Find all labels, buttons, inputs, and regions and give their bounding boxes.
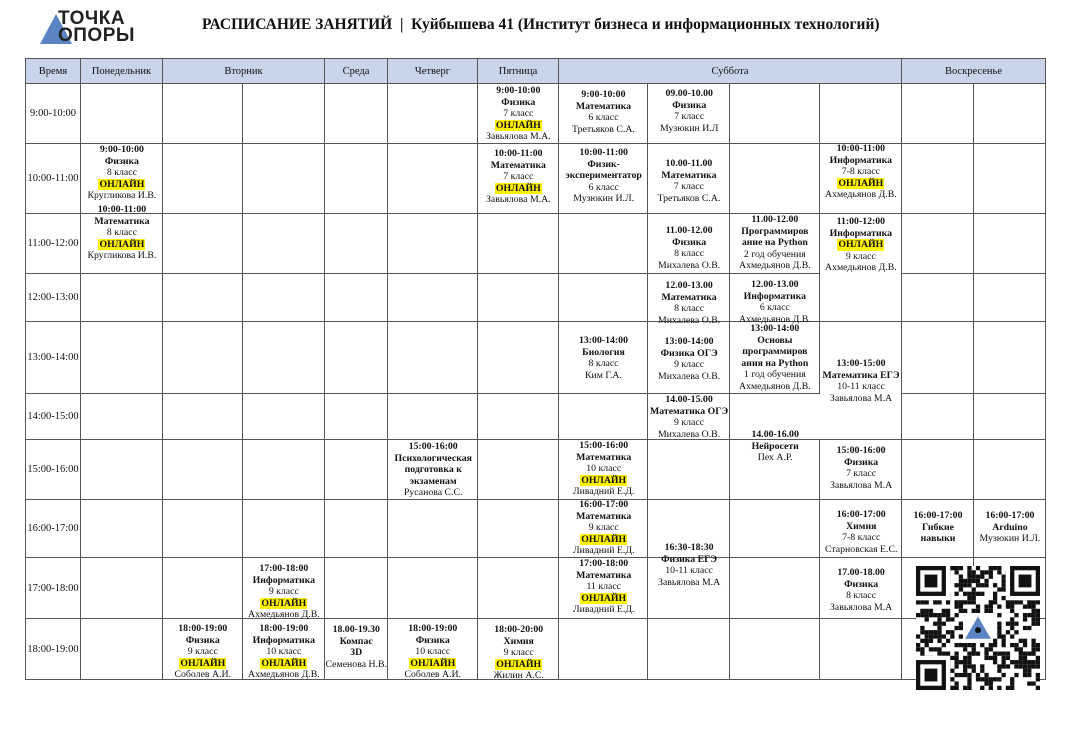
lesson-teacher: Кругликова И.В.: [87, 190, 157, 201]
lesson-entry: [739, 323, 811, 392]
lesson-grade: 7-8 класс: [841, 166, 880, 177]
lesson-subject: Математика: [94, 215, 150, 227]
lesson-teacher: Музюкин И.Л.: [573, 193, 635, 204]
day-header: Пятница: [477, 58, 559, 84]
lesson-subject: Гибкие: [921, 521, 955, 533]
lesson-time: 16:30-18:30: [664, 542, 714, 553]
lesson-subject: Информатика: [829, 227, 893, 239]
table-cell: [558, 213, 648, 274]
lesson-entry: [486, 148, 551, 206]
lesson-entry: [823, 358, 900, 404]
table-cell: [242, 499, 325, 558]
lesson-entry: [752, 429, 799, 464]
lesson-entry: [739, 214, 811, 272]
online-badge: ОНЛАЙН: [581, 474, 627, 486]
day-header: Понедельник: [80, 58, 163, 84]
lesson-grade: 6 класс: [588, 112, 619, 123]
lesson-subject: Математика: [576, 451, 632, 463]
lesson-subject: ания на Python: [741, 357, 809, 369]
table-cell: [162, 499, 243, 558]
lesson-time: 10:00-11:00: [97, 204, 147, 215]
table-cell: [80, 321, 163, 394]
lesson-entry: [579, 335, 628, 381]
table-cell: [80, 439, 163, 500]
table-cell: [80, 273, 163, 322]
table-cell: [162, 83, 243, 144]
lesson-grade: 1 год обучения: [743, 369, 806, 380]
table-cell: [477, 393, 559, 440]
table-cell: [324, 213, 388, 274]
lesson-subject: Математика: [661, 169, 717, 181]
lesson-time: 10:00-11:00: [836, 143, 886, 154]
lesson-teacher: Старновская Е.С.: [825, 543, 898, 555]
lesson-teacher: Ахмедьянов Д.В.: [739, 380, 811, 392]
lesson-grade: 10-11 класс: [837, 381, 885, 392]
lesson-time: 10.00-11.00: [665, 158, 713, 169]
table-cell: [973, 321, 1046, 394]
lesson-subject: Физика: [185, 634, 220, 646]
table-cell: [477, 557, 559, 619]
table-cell: [819, 83, 902, 144]
lesson-time: 11.00-12.00: [751, 214, 799, 225]
lesson-entry: [405, 623, 462, 681]
table-cell: [324, 143, 388, 214]
lesson-time: 12.00-13.00: [665, 280, 713, 291]
time-cell: 11:00-12:00: [25, 213, 81, 274]
online-badge: ОНЛАЙН: [496, 658, 542, 670]
lesson-time: 16:00-17:00: [836, 509, 886, 520]
time-cell: 13:00-14:00: [25, 321, 81, 394]
table-cell: [80, 557, 163, 619]
lesson-time: 16:00-17:00: [579, 499, 629, 510]
lesson-time: 9:00-10:00: [581, 89, 626, 100]
lesson-entry: [660, 88, 718, 134]
lesson-time: 10:00-11:00: [494, 148, 543, 159]
table-cell: [324, 499, 388, 558]
lesson-time: 18:00-20:00: [494, 624, 544, 635]
lesson-teacher: Михалева О.В.: [658, 259, 721, 271]
lesson-teacher: Музюкин И.Л: [660, 122, 719, 134]
lesson-time: 16:00-17:00: [985, 510, 1035, 521]
lesson-teacher: Ким Г.А.: [585, 369, 622, 381]
table-cell: [162, 439, 243, 500]
lesson-grade: 7 класс: [503, 108, 534, 119]
online-badge: ОНЛАЙН: [99, 238, 145, 250]
lesson-teacher: Третьяков С.А.: [572, 123, 635, 135]
online-badge: ОНЛАЙН: [838, 177, 884, 189]
table-cell: [162, 273, 243, 322]
time-cell: 15:00-16:00: [25, 439, 81, 500]
online-badge: ОНЛАЙН: [261, 597, 307, 609]
table-cell: [973, 273, 1046, 322]
lesson-time: 17:00-18:00: [259, 563, 309, 574]
table-cell: [387, 83, 478, 144]
day-header: Среда: [324, 58, 388, 84]
lesson-subject: Физика: [415, 634, 450, 646]
lesson-subject: Основы: [757, 334, 793, 346]
lesson-grade: 7 класс: [674, 111, 705, 122]
table-cell: [387, 557, 478, 619]
lesson-teacher: Ахмедьянов Д.В.: [248, 609, 320, 620]
lesson-subject: Химия: [503, 635, 534, 647]
lesson-subject: Физика: [501, 96, 536, 108]
table-cell: [558, 618, 648, 680]
lesson-subject: Физика: [844, 456, 879, 468]
online-badge: ОНЛАЙН: [180, 657, 226, 669]
lesson-teacher: Семенова Н.В.: [325, 658, 387, 670]
time-cell: 18:00-19:00: [25, 618, 81, 680]
lesson-subject: Arduino: [992, 521, 1028, 533]
time-cell: 14:00-15:00: [25, 393, 81, 440]
lesson-entry: [573, 558, 634, 616]
time-cell: 10:00-11:00: [25, 143, 81, 214]
table-cell: [242, 83, 325, 144]
time-cell: 9:00-10:00: [25, 83, 81, 144]
lesson-subject: Математика ОГЭ: [650, 405, 729, 417]
lesson-teacher: Завьялова М.А: [830, 601, 893, 613]
table-cell: [242, 273, 325, 322]
lesson-subject: Компас: [339, 635, 373, 647]
lesson-grade: 8 класс: [106, 227, 137, 238]
lesson-entry: [658, 542, 720, 588]
lesson-subject: ание на Python: [741, 237, 808, 248]
table-cell: [973, 143, 1046, 214]
lesson-grade: 9 класс: [268, 586, 299, 597]
lesson-subject: Психологическая: [394, 452, 472, 464]
lesson-grade: 10 класс: [266, 646, 302, 657]
table-cell: [242, 213, 325, 274]
table-cell: [973, 439, 1046, 500]
online-badge: ОНЛАЙН: [495, 182, 541, 194]
online-badge: ОНЛАЙН: [99, 178, 145, 190]
lesson-teacher: Ахмедьянов Д.В.: [825, 262, 897, 273]
lesson-time: 17.00-18.00: [837, 567, 885, 578]
online-badge: ОНЛАЙН: [581, 533, 627, 545]
lesson-subject: Информатика: [829, 154, 893, 166]
lesson-entry: [494, 624, 544, 682]
lesson-entry: [980, 510, 1041, 545]
lesson-teacher: Ахмедьянов Д.В.: [739, 313, 811, 325]
lesson-entry: [572, 89, 635, 135]
lesson-grade: 9 класс: [845, 250, 876, 262]
lesson-grade: 8 класс: [674, 303, 705, 314]
lesson-entry: [830, 567, 892, 613]
table-cell: [558, 393, 648, 440]
table-cell: [80, 83, 163, 144]
lesson-grade: 9 класс: [588, 522, 619, 533]
lesson-subject: Математика: [575, 100, 631, 112]
table-cell: [819, 618, 902, 680]
lesson-subject: Информатика: [252, 574, 316, 586]
lesson-subject: Программиров: [741, 225, 809, 237]
lesson-subject: подготовка к: [404, 464, 462, 475]
lesson-time: 13:00-14:00: [664, 336, 714, 347]
online-badge: ОНЛАЙН: [410, 657, 456, 669]
lesson-teacher: Пех А.Р.: [757, 452, 793, 463]
lesson-subject: 3D: [350, 647, 363, 658]
table-cell: [80, 499, 163, 558]
lesson-entry: [573, 499, 634, 557]
lesson-time: 12.00-13.00: [751, 279, 799, 290]
table-cell: [477, 499, 559, 558]
time-cell: 17:00-18:00: [25, 557, 81, 619]
lesson-entry: [658, 225, 720, 271]
table-cell: [387, 393, 478, 440]
lesson-entry: [825, 216, 897, 274]
time-cell: 16:00-17:00: [25, 499, 81, 558]
lesson-time: 13:00-15:00: [836, 358, 886, 369]
table-cell: [324, 83, 388, 144]
lesson-teacher: Михалева О.В.: [657, 428, 721, 440]
lesson-time: 15:00-16:00: [408, 441, 458, 452]
lesson-entry: [248, 623, 320, 681]
lesson-teacher: Жилин А.С.: [493, 670, 544, 681]
table-cell: [162, 321, 243, 394]
lesson-entry: [650, 394, 728, 440]
lesson-subject: Математика: [490, 159, 546, 171]
lesson-teacher: Ахмедьянов Д.В.: [248, 669, 320, 680]
lesson-entry: [739, 279, 811, 325]
lesson-teacher: Соболев А.И.: [404, 669, 462, 680]
lesson-time: 11.00-12.00: [665, 225, 713, 236]
lesson-entry: [830, 445, 892, 491]
brand-logo: [40, 10, 160, 46]
lesson-subject: Физика ОГЭ: [660, 347, 718, 359]
lesson-teacher: Ливадний Е.Д.: [573, 486, 635, 497]
table-cell: [162, 557, 243, 619]
lesson-subject: экспериментатор: [565, 170, 642, 181]
lesson-grade: 6 класс: [759, 302, 790, 313]
table-cell: [901, 143, 974, 214]
lesson-time: 17:00-18:00: [579, 558, 629, 569]
table-cell: [324, 439, 388, 500]
lesson-entry: [248, 563, 320, 621]
lesson-teacher: Ахмедьянов Д.В.: [739, 260, 811, 271]
logo-line-1: ТОЧКА: [58, 8, 126, 29]
table-cell: [973, 393, 1046, 440]
table-cell: [387, 499, 478, 558]
table-cell: [242, 143, 325, 214]
lesson-time: 14.00-15.00: [665, 394, 713, 405]
lesson-subject: Математика: [576, 569, 632, 581]
lesson-subject: Физика ЕГЭ: [661, 553, 718, 565]
lesson-time: 09.00-10.00: [665, 88, 713, 99]
lesson-teacher: Ахмедьянов Д.В.: [825, 189, 897, 200]
lesson-entry: [658, 280, 720, 326]
lesson-entry: [825, 509, 897, 555]
lesson-time: 18:00-19:00: [178, 623, 228, 634]
lesson-entry: [825, 143, 897, 201]
lesson-time: 9:00-10:00: [496, 85, 541, 96]
table-cell: [901, 439, 974, 500]
lesson-grade: 2 год обучения: [743, 248, 806, 260]
lesson-grade: 8 класс: [106, 167, 137, 178]
table-cell: [729, 499, 820, 558]
lesson-subject: Химия: [846, 520, 877, 532]
lesson-subject: Физика: [672, 99, 707, 111]
table-cell: [901, 83, 974, 144]
lesson-time: 14.00-16.00: [751, 429, 799, 440]
table-cell: [324, 557, 388, 619]
table-cell: [387, 213, 478, 274]
table-cell: [477, 439, 559, 500]
lesson-teacher: Русанова С.С.: [403, 487, 463, 498]
table-cell: [477, 321, 559, 394]
table-cell: [647, 439, 730, 500]
lesson-grade: 8 класс: [674, 248, 705, 259]
table-cell: [324, 393, 388, 440]
lesson-subject: Информатика: [743, 290, 807, 302]
lesson-subject: Биология: [582, 346, 625, 358]
lesson-teacher: Ливадний Е.Д.: [573, 604, 635, 615]
lesson-time: 18:00-19:00: [259, 623, 309, 634]
lesson-subject: Математика ЕГЭ: [822, 369, 900, 381]
day-header: Четверг: [387, 58, 478, 84]
table-cell: [901, 213, 974, 274]
lesson-grade: 10-11 класс: [665, 565, 713, 576]
lesson-grade: 7 класс: [503, 171, 534, 182]
lesson-time: 11:00-12:00: [836, 216, 886, 227]
table-cell: [901, 273, 974, 322]
table-cell: [729, 557, 820, 619]
table-cell: [901, 393, 974, 440]
day-header: Воскресенье: [901, 58, 1046, 84]
lesson-subject: Физика: [844, 578, 879, 590]
lesson-teacher: Ливадний Е.Д.: [573, 545, 635, 556]
lesson-time: 9:00-10:00: [99, 144, 144, 155]
lesson-time: 10:00-11:00: [579, 147, 628, 158]
lesson-teacher: Третьяков С.А.: [657, 192, 721, 204]
day-header: Время: [25, 58, 81, 84]
lesson-subject: Физика: [104, 155, 139, 167]
lesson-subject: Математика: [661, 291, 717, 303]
lesson-grade: 7 класс: [673, 181, 704, 192]
lesson-subject: Физик-: [587, 158, 620, 170]
lesson-grade: 9 класс: [674, 359, 705, 370]
lesson-time: 15:00-16:00: [836, 445, 886, 456]
lesson-subject: экзаменам: [409, 475, 457, 487]
day-header: Вторник: [162, 58, 325, 84]
table-cell: [387, 143, 478, 214]
lesson-teacher: Михалева О.В.: [658, 314, 721, 326]
lesson-grade: 7-8 класс: [842, 532, 881, 543]
table-cell: [324, 321, 388, 394]
lesson-teacher: Соболев А.И.: [174, 669, 232, 680]
lesson-entry: [658, 336, 720, 382]
lesson-grade: 8 класс: [846, 590, 877, 601]
lesson-teacher: Михалева О.В.: [658, 370, 721, 382]
table-cell: [729, 83, 820, 144]
table-cell: [80, 618, 163, 680]
table-cell: [558, 273, 648, 322]
online-badge: ОНЛАЙН: [581, 592, 627, 604]
lesson-entry: [395, 441, 472, 499]
lesson-grade: 6 класс: [588, 181, 619, 193]
lesson-entry: [486, 85, 551, 143]
lesson-teacher: Завьялова М.А: [658, 576, 721, 588]
lesson-grade: 8 класс: [588, 358, 619, 369]
online-badge: ОНЛАЙН: [838, 239, 884, 250]
table-cell: [162, 213, 243, 274]
table-cell: [477, 213, 559, 274]
qr-code: [916, 566, 1040, 690]
lesson-teacher: Завьялова М.А: [829, 392, 893, 404]
online-badge: ОНЛАЙН: [261, 657, 307, 669]
lesson-teacher: Завьялова М.А.: [486, 194, 551, 205]
table-cell: [242, 393, 325, 440]
lesson-entry: [658, 158, 721, 204]
lesson-time: 13:00-14:00: [750, 323, 800, 334]
page-title: РАСПИСАНИЕ ЗАНЯТИЙ | Куйбышева 41 (Институт бизнеса и информационных технологий): [202, 16, 880, 33]
lesson-grade: 9 класс: [674, 417, 705, 428]
table-cell: [729, 618, 820, 680]
lesson-entry: [175, 623, 232, 681]
table-cell: [901, 321, 974, 394]
lesson-teacher: Завьялова М.А: [830, 479, 893, 491]
table-cell: [729, 143, 820, 214]
lesson-entry: [88, 144, 157, 202]
table-cell: [647, 618, 730, 680]
table-cell: [387, 321, 478, 394]
time-cell: 12:00-13:00: [25, 273, 81, 322]
lesson-time: 15:00-16:00: [579, 440, 629, 451]
lesson-teacher: Завьялова М.А.: [486, 131, 551, 142]
lesson-teacher: Кругликова И.В.: [87, 250, 157, 261]
lesson-entry: [326, 624, 388, 670]
day-header: Суббота: [558, 58, 902, 84]
lesson-entry: [88, 204, 157, 262]
table-cell: [162, 143, 243, 214]
table-cell: [324, 273, 388, 322]
table-cell: [242, 321, 325, 394]
lesson-entry: [914, 510, 963, 545]
lesson-subject: навыки: [920, 533, 956, 544]
table-cell: [387, 273, 478, 322]
lesson-grade: 9 класс: [187, 646, 218, 657]
lesson-entry: [566, 147, 642, 205]
lesson-entry: [573, 440, 634, 498]
table-cell: [162, 393, 243, 440]
lesson-grade: 10 класс: [586, 463, 622, 474]
table-cell: [242, 439, 325, 500]
logo-line-2: ОПОРЫ: [58, 25, 135, 46]
lesson-subject: Информатика: [252, 634, 316, 646]
lesson-grade: 10 класс: [415, 646, 451, 657]
lesson-grade: 11 класс: [586, 581, 622, 592]
table-cell: [477, 273, 559, 322]
lesson-time: 18:00-19:00: [408, 623, 458, 634]
table-cell: [80, 393, 163, 440]
lesson-grade: 7 класс: [846, 468, 877, 479]
lesson-grade: 9 класс: [503, 647, 534, 658]
lesson-subject: программиров: [742, 346, 808, 357]
lesson-subject: Нейросети: [751, 440, 799, 452]
table-cell: [973, 213, 1046, 274]
lesson-teacher: Музюкин И.Л.: [979, 533, 1041, 544]
lesson-time: 18.00-19.30: [332, 624, 380, 635]
lesson-subject: Физика: [672, 236, 707, 248]
lesson-subject: Математика: [576, 510, 632, 522]
online-badge: ОНЛАЙН: [495, 119, 541, 131]
lesson-time: 13:00-14:00: [579, 335, 628, 346]
lesson-time: 16:00-17:00: [913, 510, 963, 521]
table-cell: [973, 83, 1046, 144]
